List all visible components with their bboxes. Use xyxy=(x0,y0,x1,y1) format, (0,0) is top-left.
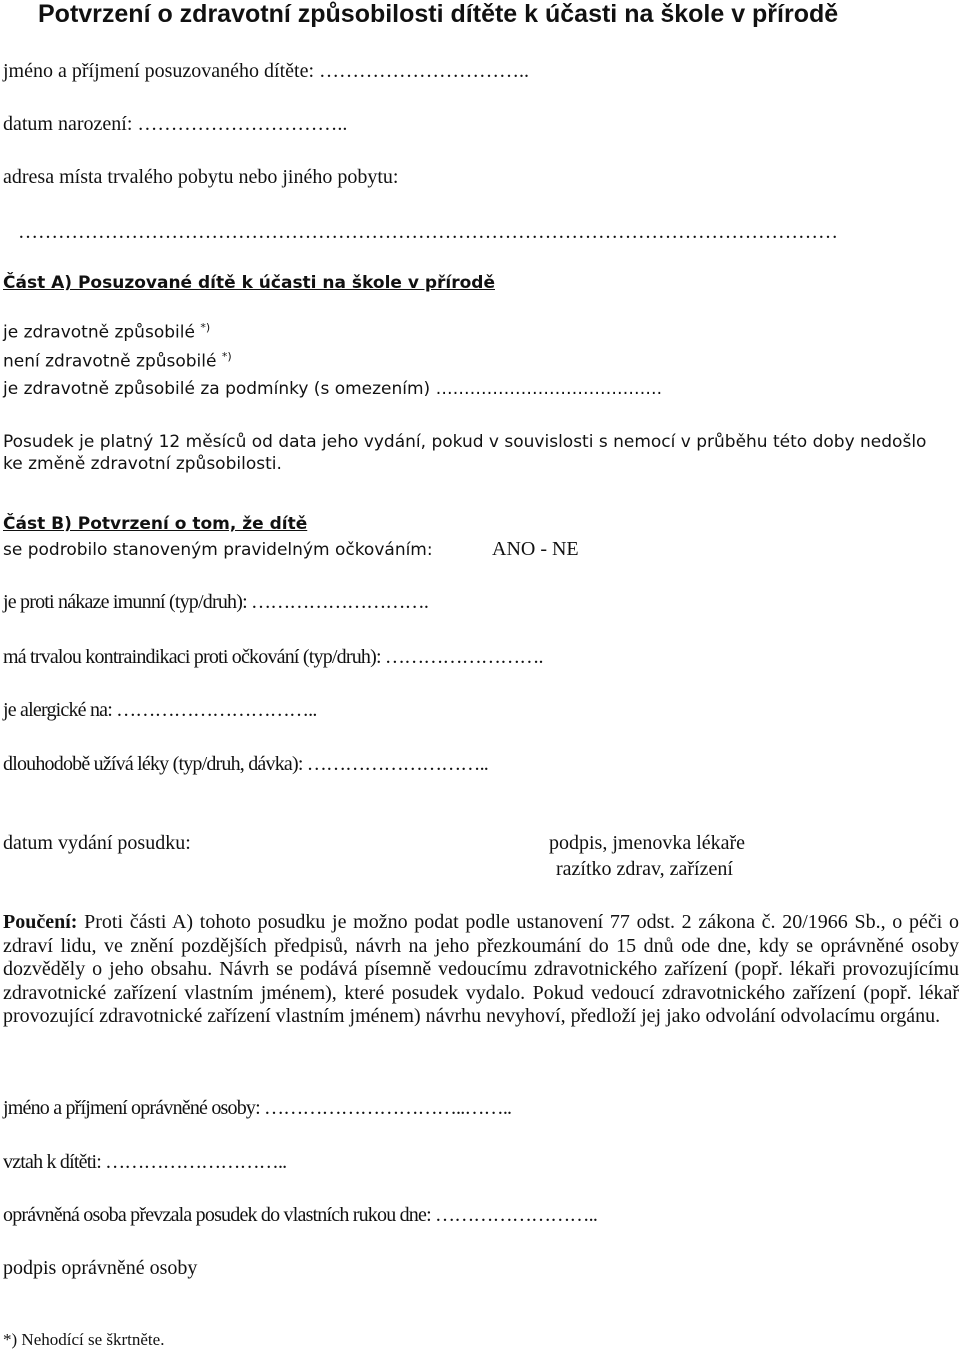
authorized-signature-label: podpis oprávněné osoby xyxy=(3,1257,198,1279)
birth-date-field: datum narození: ………………………….. xyxy=(3,113,348,135)
medication-field: dlouhodobě užívá léky (typ/druh, dávka): ……………………….. xyxy=(3,753,488,775)
option-fit-note: *) xyxy=(200,321,211,334)
address-dots: …………………………………………………………………………………………………………… xyxy=(18,221,838,243)
notice-label: Poučení: xyxy=(3,911,78,933)
option-fit-label: je zdravotně způsobilé xyxy=(3,322,195,343)
option-conditional: je zdravotně způsobilé za podmínky (s omezením) …………………………………. xyxy=(3,379,662,399)
footnote: *) Nehodící se škrtněte. xyxy=(3,1330,165,1349)
validity-paragraph: Posudek je platný 12 měsíců od data jeho vydání, pokud v souvislosti s nemocí v průběhu této doby nedošlo ke změně zdravotní způsobilosti. xyxy=(3,432,927,474)
stamp-label: razítko zdrav, zařízení xyxy=(556,858,733,880)
contraindication-field: má trvalou kontraindikaci proti očkování (typ/druh): ……………………. xyxy=(3,646,543,668)
option-fit xyxy=(3,321,210,343)
doctor-signature-label: podpis, jmenovka lékaře xyxy=(549,832,746,854)
option-unfit xyxy=(3,350,232,372)
part-b-heading: Část B) Potvrzení o tom, že dítě xyxy=(3,514,308,534)
child-name-field: jméno a příjmení posuzovaného dítěte: ………………………….. xyxy=(3,60,530,82)
address-field: adresa místa trvalého pobytu nebo jiného pobytu: xyxy=(3,166,399,188)
notice-text-a: Proti části A) tohoto posudku je možno podat podle ustanovení 77 odst. 2 zákona č. 20/1966 Sb. xyxy=(77,911,881,933)
vaccination-line: se podrobilo stanoveným pravidelným očkováním: xyxy=(3,540,433,560)
allergy-field: je alergické na: ………………………….. xyxy=(3,699,317,721)
notice-paragraph xyxy=(3,911,959,1029)
relation-field: vztah k dítěti: ……………………….. xyxy=(3,1151,287,1173)
authorized-person-field: jméno a příjmení oprávněné osoby: …………………………..…….. xyxy=(3,1097,512,1119)
yes-no-choice: ANO - NE xyxy=(492,538,579,560)
option-unfit-note: *) xyxy=(221,350,232,363)
received-date-field: oprávněná osoba převzala posudek do vlastních rukou dne: …………………….. xyxy=(3,1204,598,1226)
immune-field: je proti nákaze imunní (typ/druh): ………………………. xyxy=(3,591,429,613)
issue-date-label: datum vydání posudku: xyxy=(3,832,191,854)
option-unfit-label: není zdravotně způsobilé xyxy=(3,351,217,372)
part-a-heading: Část A) Posuzované dítě k účasti na škole v přírodě xyxy=(3,273,495,293)
notice-text-b: , o péči o zdraví lidu, ve znění pozdějších předpisů, návrh na jeho přezkoumání do 15 dnů ode dne, kdy se oprávněné osoby dozvěděly o jeho obsahu. Návrh se podává písemně vedoucímu zdravotnického zařízení (popř. lékaři provozujícímu zdravotnické zařízení vlastním jménem), které posudek vydalo. Pokud vedoucí zdravotnického zařízení (popř. lékař provozující zdravotnické zařízení vlastním jménem) návrhu nevyhoví, předloží jej jako odvolání odvolacímu orgánu. xyxy=(3,911,960,1027)
document-title: Potvrzení o zdravotní způsobilosti dítěte k účasti na škole v přírodě xyxy=(38,0,839,28)
